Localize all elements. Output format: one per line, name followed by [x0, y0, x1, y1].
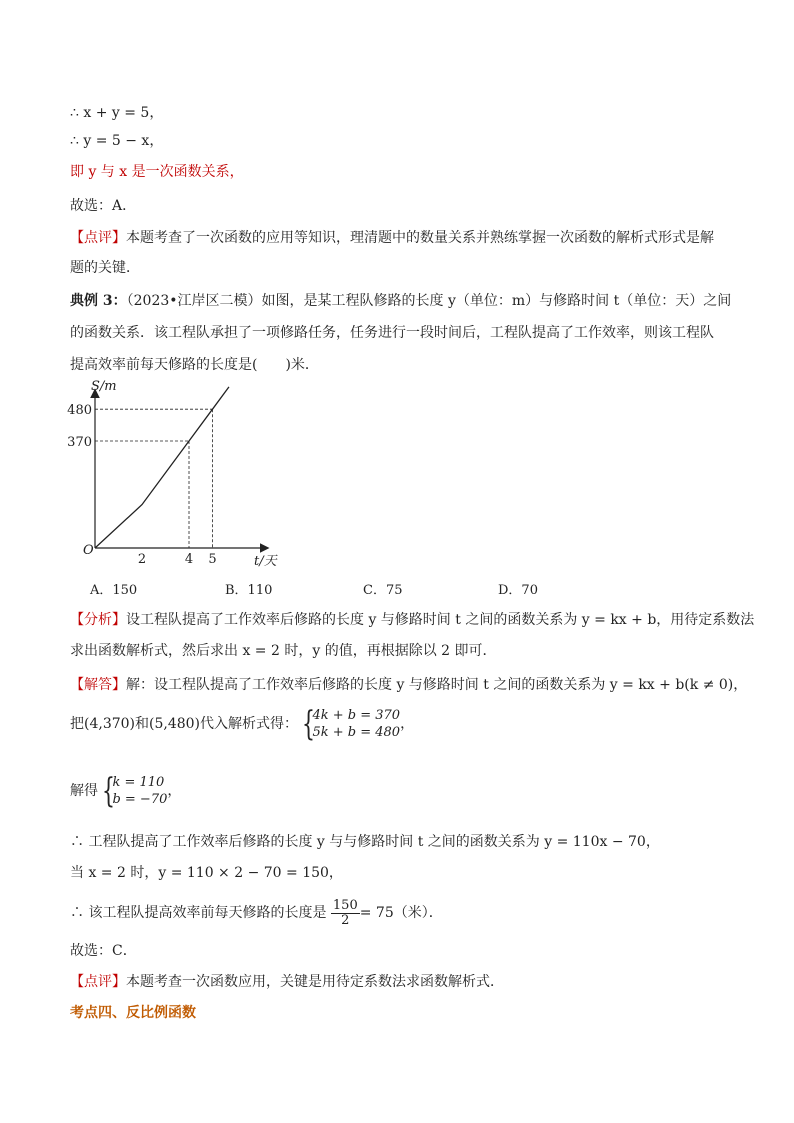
equation-1: 4k + b = 370: [312, 708, 401, 723]
analysis-line-2: 求出函数解析式，然后求出 x = 2 时，y 的值，再根据除以 2 即可．: [70, 643, 497, 659]
origin-label: O: [83, 543, 94, 558]
comment-2-text: 本题考查一次函数应用，关键是用待定系数法求函数解析式．: [126, 974, 504, 990]
solution-text-1: 解：设工程队提高了工作效率后修路的长度 y 与修路时间 t 之间的函数关系为 y = kx + b(k ≠ 0)，: [126, 677, 748, 693]
step-line-1: ∴ x + y = 5，: [70, 105, 164, 121]
data-line: [95, 387, 229, 548]
distance-time-chart: [67, 378, 308, 578]
example-q1: （2023•江岸区二模）如图，是某工程队修路的长度 y（单位：m）与修路时间 t（单位：天）之间: [126, 293, 732, 309]
example-question-line-2: 的函数关系．该工程队承担了一项修路任务，任务进行一段时间后，工程队提高了工作效率，则该工程队: [70, 325, 714, 341]
option-c: C．75: [363, 583, 403, 598]
substitute-text: 把(4,370)和(5,480)代入解析式得：: [70, 716, 299, 732]
solve-text: 解得: [70, 783, 98, 799]
comment-1-cont: 题的关键．: [70, 260, 140, 276]
conclusion-line: 即 y 与 x 是一次函数关系，: [70, 164, 244, 180]
solution-line-3: [70, 771, 182, 811]
example-question-line-3: 提高效率前每天修路的长度是( )米．: [70, 357, 319, 373]
solution-line-6: [70, 898, 443, 928]
solve-end: ，: [167, 783, 182, 799]
solution-line-4: ∴ 工程队提高了工作效率后修路的长度 y 与与修路时间 t 之间的函数关系为 y = 110x − 70，: [70, 834, 660, 850]
solution-line-5: 当 x = 2 时，y = 110 × 2 − 70 = 150，: [70, 865, 343, 881]
fraction-numerator: 150: [332, 897, 358, 913]
section-title: 考点四、反比例函数: [70, 1005, 196, 1021]
comment-1: [70, 228, 714, 248]
solution-k: k = 110: [112, 775, 165, 790]
y-tick-label: 370: [67, 435, 92, 450]
example-label: 典例 3：: [70, 293, 127, 309]
solution-tag: 【解答】: [70, 677, 126, 693]
example-question-line-1: [70, 291, 731, 311]
comment-text: 本题考查了一次函数的应用等知识，理清题中的数量关系并熟练掌握一次函数的解析式形式是解: [126, 230, 714, 246]
fraction: [331, 899, 360, 928]
equation-system: [302, 704, 401, 744]
analysis-tag: 【分析】: [70, 612, 126, 628]
answer-line-1: 故选：A．: [70, 198, 137, 214]
fraction-denominator: 2: [341, 912, 350, 928]
x-tick-label: 4: [184, 552, 194, 567]
comment-2: [70, 972, 504, 992]
result-text: ∴ 该工程队提高效率前每天修路的长度是: [70, 905, 327, 921]
left-brace: {: [102, 771, 116, 811]
comment-2-tag: 【点评】: [70, 974, 126, 990]
solution-system: [102, 771, 168, 811]
analysis-line-1: [70, 610, 754, 630]
y-axis-label: S/m: [91, 379, 117, 394]
x-axis-label: t/天: [254, 554, 277, 569]
substitute-end: ，: [400, 716, 415, 732]
solution-line-1: [70, 675, 747, 695]
analysis-text-1: 设工程队提高了工作效率后修路的长度 y 与修路时间 t 之间的函数关系为 y = kx + b，用待定系数法: [126, 612, 755, 628]
x-tick-label: 2: [137, 552, 147, 567]
solution-line-2: [70, 704, 415, 744]
equation-2: 5k + b = 480: [312, 725, 401, 740]
option-d: D．70: [498, 583, 538, 598]
answer-line-2: 故选：C．: [70, 943, 137, 959]
solution-b: b = −70: [112, 792, 168, 807]
x-tick-label: 5: [208, 552, 217, 567]
comment-tag: 【点评】: [70, 230, 126, 246]
y-tick-label: 480: [67, 403, 92, 419]
step-line-2: ∴ y = 5 − x，: [70, 133, 164, 149]
result-end: = 75（米）．: [359, 905, 443, 921]
option-a: A．150: [90, 583, 138, 598]
left-brace: {: [302, 704, 316, 744]
option-b: B．110: [225, 583, 273, 598]
